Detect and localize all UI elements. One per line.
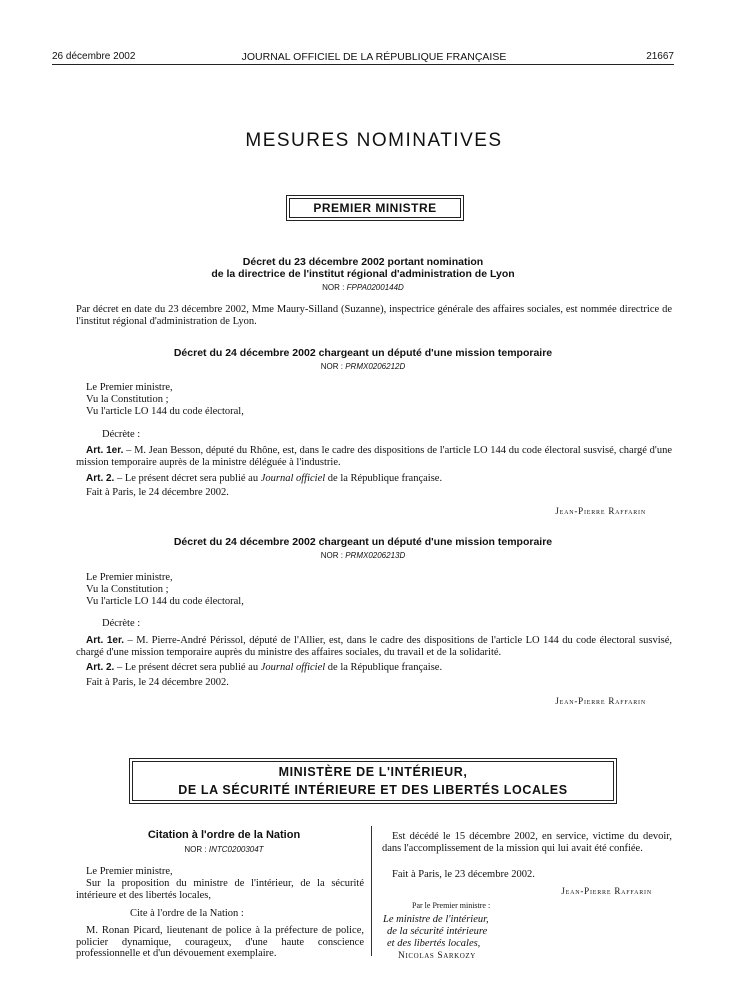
ministry-box-premier-ministre <box>286 195 464 221</box>
nor-label: NOR : <box>320 362 343 371</box>
journal-officiel: Journal officiel <box>260 662 326 673</box>
column-divider <box>371 826 372 956</box>
decree1-nor <box>52 283 674 292</box>
decree3-title: Décret du 24 décembre 2002 chargeant un député d'une mission temporaire <box>173 536 553 548</box>
nor-code: FPPA0200144D <box>346 283 404 292</box>
article-label: Art. 1er. <box>86 445 124 456</box>
nor-label: NOR : <box>320 551 343 560</box>
article-text: – M. Jean Besson, député du Rhône, est, dans le cadre des dispositions de l'article LO 144 du code électoral susvisé, chargé d'une mission temporaire auprès de la ministre déléguée à l'industrie. <box>76 445 672 468</box>
article-text: – M. Pierre-André Périssol, député de l'Allier, est, dans le cadre des dispositions de l'article LO 144 du code électoral susvisé, chargé d'une mission temporaire auprès du ministre des affaires sociales, du travail et de la solidarité. <box>76 635 672 658</box>
citation-minister-title1: Le ministre de l'intérieur, <box>383 914 489 925</box>
decree2-line2: Vu la Constitution ; <box>86 394 169 405</box>
decree3-decrete: Décrète : <box>102 618 141 629</box>
decree1-body: Par décret en date du 23 décembre 2002, Mme Maury-Silland (Suzanne), inspectrice générale des affaires sociales, est nommée directrice de l'institut régional d'administration de Lyon. <box>76 304 672 327</box>
citation-minister-name: Nicolas Sarkozy <box>398 951 476 961</box>
header-page-number: 21667 <box>646 51 674 62</box>
decree1-title-line1: Décret du 23 décembre 2002 portant nomination <box>242 256 484 268</box>
citation-par: Par le Premier ministre : <box>412 901 491 910</box>
decree2-line1: Le Premier ministre, <box>86 382 173 393</box>
decree3-signature: Jean-Pierre Raffarin <box>555 696 646 706</box>
decree2-signature: Jean-Pierre Raffarin <box>555 506 646 516</box>
header-date: 26 décembre 2002 <box>52 51 136 62</box>
header-rule <box>52 64 674 65</box>
nor-code: PRMX0206213D <box>345 551 406 560</box>
decree2-article2 <box>86 473 442 485</box>
decree2-fait: Fait à Paris, le 24 décembre 2002. <box>86 487 229 498</box>
citation-line2: Sur la proposition du ministre de l'intérieur, de la sécurité intérieure et des libertés locales, <box>76 878 364 901</box>
decree3-line1: Le Premier ministre, <box>86 572 173 583</box>
article-label: Art. 1er. <box>86 635 125 646</box>
header-journal-title: JOURNAL OFFICIEL DE LA RÉPUBLIQUE FRANÇAISE <box>241 51 507 63</box>
ministry-name-line1: MINISTÈRE DE L'INTÉRIEUR, <box>278 765 468 779</box>
decree1-title-line2: de la directrice de l'institut régional d'administration de Lyon <box>211 268 515 280</box>
nor-code: PRMX0206212D <box>345 362 406 371</box>
decree3-article2 <box>86 662 442 674</box>
citation-body: M. Ronan Picard, lieutenant de police à la préfecture de police, policier dynamique, courageux, d'une haute conscience professionnelle et d'un dévouement exemplaire. <box>76 925 364 959</box>
decree3-line3: Vu l'article LO 144 du code électoral, <box>86 596 244 607</box>
citation-nor <box>84 845 364 854</box>
citation-fait: Fait à Paris, le 23 décembre 2002. <box>392 869 535 880</box>
decree3-article1 <box>76 635 672 658</box>
section-title: MESURES NOMINATIVES <box>245 130 503 151</box>
nor-label: NOR : <box>322 283 345 292</box>
article-text: de la République française. <box>325 473 443 484</box>
ministry-name <box>132 761 614 801</box>
ministry-name: PREMIER MINISTRE <box>289 198 461 218</box>
journal-officiel: Journal officiel <box>260 473 326 484</box>
decree2-decrete: Décrète : <box>102 429 141 440</box>
article-text: de la République française. <box>325 662 443 673</box>
article-label: Art. 2. <box>86 473 115 484</box>
ministry-name-line2: DE LA SÉCURITÉ INTÉRIEURE ET DES LIBERTÉS LOCALES <box>178 783 568 797</box>
decree2-article1 <box>76 445 672 468</box>
citation-body2: Est décédé le 15 décembre 2002, en service, victime du devoir, dans l'accomplissement de la mission qui lui avait été confiée. <box>382 831 672 854</box>
article-label: Art. 2. <box>86 662 115 673</box>
article-text: – Le présent décret sera publié au <box>114 473 261 484</box>
citation-signature: Jean-Pierre Raffarin <box>561 886 652 896</box>
decree3-nor <box>52 551 674 560</box>
citation-minister-title3: et des libertés locales, <box>387 938 481 949</box>
decree3-line2: Vu la Constitution ; <box>86 584 169 595</box>
citation-line1: Le Premier ministre, <box>86 866 173 877</box>
citation-cite: Cite à l'ordre de la Nation : <box>130 908 244 919</box>
citation-title: Citation à l'ordre de la Nation <box>147 829 301 841</box>
nor-label: NOR : <box>184 845 207 854</box>
decree3-fait: Fait à Paris, le 24 décembre 2002. <box>86 677 229 688</box>
citation-minister-title2: de la sécurité intérieure <box>387 926 488 937</box>
decree2-nor <box>52 362 674 371</box>
article-text: – Le présent décret sera publié au <box>114 662 261 673</box>
decree2-line3: Vu l'article LO 144 du code électoral, <box>86 406 244 417</box>
ministry-box-interieur <box>129 758 617 804</box>
decree2-title: Décret du 24 décembre 2002 chargeant un député d'une mission temporaire <box>173 347 553 359</box>
nor-code: INTC0200304T <box>208 845 264 854</box>
